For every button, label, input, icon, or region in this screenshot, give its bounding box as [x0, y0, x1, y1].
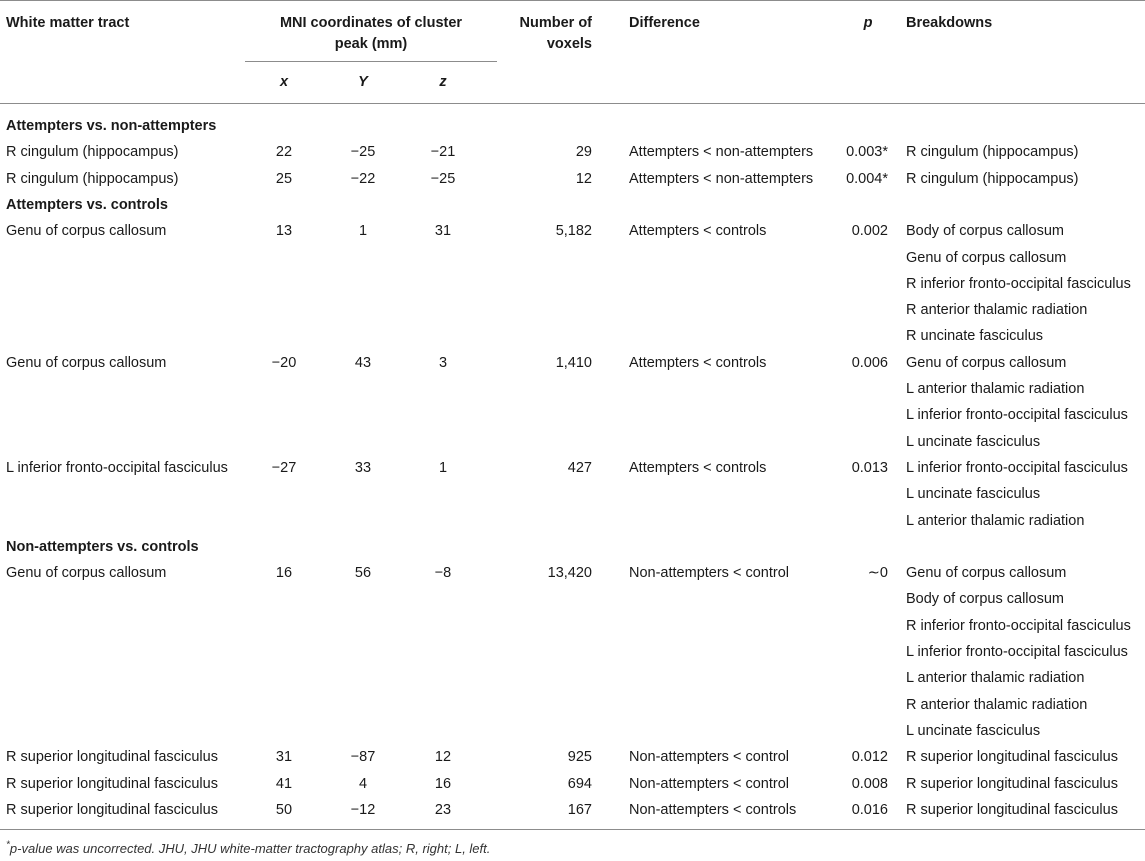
cell-tract: R superior longitudinal fasciculus [6, 801, 218, 818]
cell-x: −27 [271, 459, 297, 476]
cell-z: −21 [430, 144, 456, 161]
cell-p: 0.006 [851, 354, 888, 371]
cell-breakdown: L anterior thalamic radiation [906, 381, 1085, 397]
cell-x: 22 [275, 144, 293, 161]
cell-y: −25 [350, 144, 376, 161]
cell-breakdown: Body of corpus callosum [906, 591, 1064, 608]
cell-y: −87 [350, 749, 376, 766]
cell-z: 16 [434, 775, 452, 792]
cell-breakdown: L inferior fronto-occipital fasciculus [906, 644, 1128, 660]
cell-breakdown: R cingulum (hippocampus) [906, 144, 1079, 161]
cell-difference: Non-attempters < control [629, 749, 789, 766]
cell-z: 23 [434, 801, 452, 818]
cell-breakdown: L uncinate fasciculus [906, 486, 1041, 503]
cell-voxels: 29 [575, 144, 592, 161]
cell-x: 41 [275, 775, 293, 792]
cell-voxels: 427 [567, 459, 592, 476]
cell-breakdown: L anterior thalamic radiation [906, 512, 1085, 529]
cell-breakdown: Genu of corpus callosum [906, 565, 1067, 582]
cell-y: 43 [354, 354, 372, 371]
cell-difference: Attempters < controls [629, 223, 767, 240]
table-bottom-rule [0, 829, 1145, 830]
cell-voxels: 1,410 [555, 354, 592, 371]
cell-breakdown: R inferior fronto-occipital fasciculus [906, 617, 1131, 634]
cell-p: 0.008 [851, 775, 888, 792]
cell-difference: Non-attempters < controls [629, 801, 797, 818]
header-z: z [439, 74, 447, 90]
cell-z: −25 [430, 170, 456, 187]
cell-x: 50 [275, 801, 293, 818]
cell-p: 0.002 [851, 223, 888, 240]
cell-tract: L inferior fronto-occipital fasciculus [6, 459, 228, 476]
cell-breakdown: L uncinate fasciculus [906, 433, 1041, 450]
cell-x: −20 [271, 354, 297, 371]
cell-difference: Attempters < non-attempters [629, 170, 814, 187]
cell-breakdown: L uncinate fasciculus [906, 722, 1041, 739]
header-mni-line2: peak (mm) [334, 36, 408, 52]
header-p: p [863, 15, 873, 31]
table-footnote [6, 840, 490, 858]
cell-p: 0.013 [851, 459, 888, 476]
cell-y: −22 [350, 170, 376, 187]
header-voxels-line2: voxels [546, 36, 592, 52]
header-y: Y [358, 74, 368, 90]
cell-difference: Attempters < controls [629, 459, 767, 476]
header-mni-line1: MNI coordinates of cluster [279, 15, 463, 31]
cell-tract: Genu of corpus callosum [6, 223, 167, 240]
cell-breakdown: R anterior thalamic radiation [906, 696, 1088, 713]
cell-voxels: 925 [567, 749, 592, 766]
cell-tract: Genu of corpus callosum [6, 565, 167, 582]
mni-subheader-rule [245, 61, 497, 62]
cell-breakdown: R superior longitudinal fasciculus [906, 775, 1118, 792]
group-heading: Attempters vs. controls [6, 196, 168, 213]
cell-difference: Attempters < controls [629, 354, 767, 371]
cell-z: −8 [434, 565, 452, 582]
group-heading: Non-attempters vs. controls [6, 538, 199, 555]
cell-breakdown: Genu of corpus callosum [906, 249, 1067, 266]
cell-breakdown: R uncinate fasciculus [906, 328, 1044, 345]
cell-z: 31 [434, 223, 452, 240]
cell-p: 0.003* [846, 144, 888, 161]
cell-voxels: 12 [575, 170, 592, 187]
cell-p: 0.004* [846, 170, 888, 187]
cell-tract: R cingulum (hippocampus) [6, 144, 179, 161]
cell-voxels: 13,420 [547, 565, 592, 582]
cell-p: 0.016 [851, 801, 888, 818]
cell-breakdown: R anterior thalamic radiation [906, 302, 1088, 319]
cell-z: 1 [438, 459, 448, 476]
cell-voxels: 694 [567, 775, 592, 792]
cell-breakdown: L anterior thalamic radiation [906, 670, 1085, 687]
cell-breakdown: L inferior fronto-occipital fasciculus [906, 459, 1128, 476]
cell-difference: Non-attempters < control [629, 775, 789, 792]
cell-breakdown: R superior longitudinal fasciculus [906, 749, 1118, 766]
cell-breakdown: R superior longitudinal fasciculus [906, 801, 1118, 818]
cell-breakdown: L inferior fronto-occipital fasciculus [906, 407, 1128, 424]
cell-tract: R superior longitudinal fasciculus [6, 775, 218, 792]
cell-y: 4 [358, 775, 368, 792]
cell-y: 1 [358, 223, 368, 240]
cell-z: 12 [434, 749, 452, 766]
footnote-mark: * [6, 839, 10, 851]
footnote-text: p-value was uncorrected. JHU, JHU white-matter tractography atlas; R, right; L, left. [9, 841, 491, 856]
cell-p: ∼0 [867, 565, 888, 582]
cell-breakdown: R cingulum (hippocampus) [906, 170, 1079, 187]
cell-x: 13 [275, 223, 293, 240]
cell-breakdown: R inferior fronto-occipital fasciculus [906, 275, 1131, 292]
cell-voxels: 5,182 [555, 223, 592, 240]
cell-difference: Attempters < non-attempters [629, 144, 814, 161]
cell-z: 3 [438, 354, 448, 371]
header-difference: Difference [629, 15, 700, 31]
cell-breakdown: Genu of corpus callosum [906, 354, 1067, 371]
cell-p: 0.012 [851, 749, 888, 766]
cell-y: 33 [354, 459, 372, 476]
cell-tract: R superior longitudinal fasciculus [6, 749, 218, 766]
cell-tract: Genu of corpus callosum [6, 354, 167, 371]
table-top-rule [0, 0, 1145, 1]
cell-x: 31 [275, 749, 293, 766]
cell-voxels: 167 [567, 801, 592, 818]
cell-difference: Non-attempters < control [629, 565, 789, 582]
header-bottom-rule [0, 103, 1145, 104]
header-voxels-line1: Number of [519, 15, 592, 31]
header-tract: White matter tract [6, 15, 130, 31]
cell-breakdown: Body of corpus callosum [906, 223, 1064, 240]
header-x: x [279, 74, 289, 90]
cell-tract: R cingulum (hippocampus) [6, 170, 179, 187]
cell-y: 56 [354, 565, 372, 582]
cell-x: 16 [275, 565, 293, 582]
header-breakdowns: Breakdowns [906, 15, 993, 31]
cell-x: 25 [275, 170, 293, 187]
cell-y: −12 [350, 801, 376, 818]
group-heading: Attempters vs. non-attempters [6, 118, 217, 134]
